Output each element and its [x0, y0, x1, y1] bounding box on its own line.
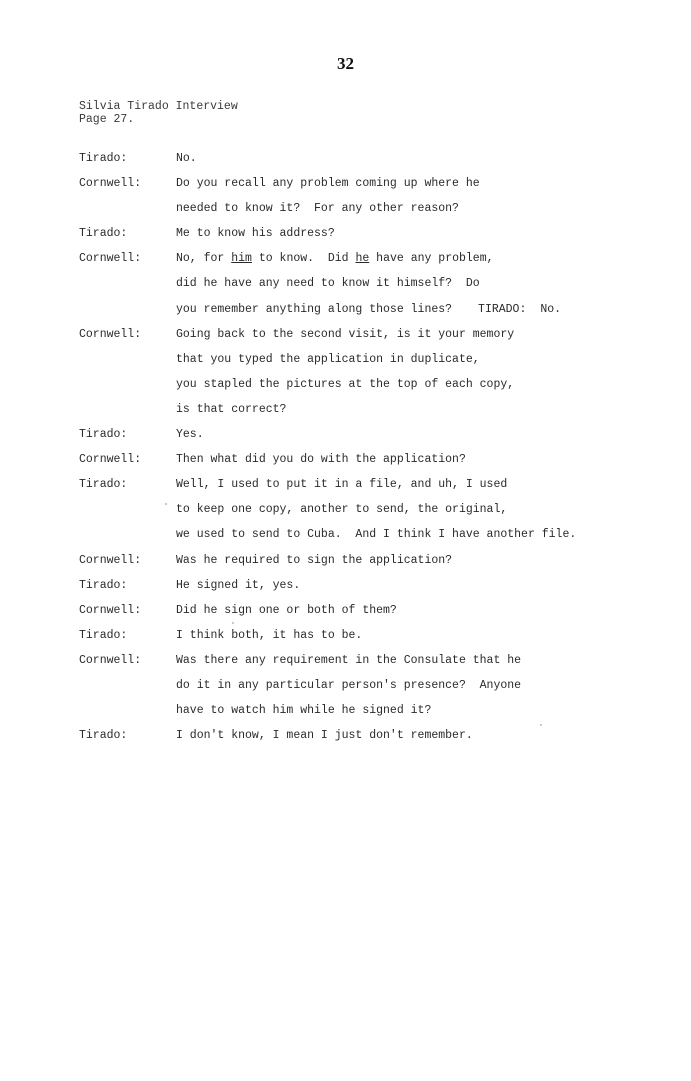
- dialogue-text: to keep one copy, another to send, the original,: [176, 503, 508, 517]
- dialogue-text: do it in any particular person's presence? Anyone: [176, 678, 522, 692]
- dialogue-text: [176, 250, 494, 268]
- transcript-line: [0, 301, 691, 326]
- text-segment: to know. Did: [251, 252, 356, 266]
- transcript-line: [0, 225, 691, 250]
- scan-speck: [540, 724, 542, 726]
- transcript-line: [0, 627, 691, 652]
- speaker-label: Cornwell:: [79, 252, 142, 266]
- dialogue-text: have to watch him while he signed it?: [176, 704, 432, 718]
- dialogue-text: you stapled the pictures at the top of each copy,: [176, 377, 515, 391]
- document-title: Silvia Tirado Interview: [79, 100, 238, 113]
- dialogue-text: I don't know, I mean I just don't remember.: [176, 729, 473, 743]
- speaker-label: Tirado:: [79, 729, 128, 743]
- speaker-label: Cornwell:: [79, 553, 142, 567]
- transcript-line: [0, 602, 691, 627]
- transcript-line: [0, 351, 691, 376]
- transcript-line: [0, 677, 691, 702]
- dialogue-text: Did he sign one or both of them?: [176, 603, 397, 617]
- dialogue-text: Yes.: [176, 428, 204, 442]
- text-segment: have any problem,: [369, 252, 494, 266]
- speaker-label: Cornwell:: [79, 327, 142, 341]
- dialogue-text: Me to know his address?: [176, 227, 335, 241]
- transcript-line: [0, 426, 691, 451]
- dialogue-text: Well, I used to put it in a file, and uh, I used: [176, 478, 508, 492]
- underlined-word: him: [231, 252, 252, 266]
- document-header: [79, 100, 238, 126]
- transcript-line: [0, 401, 691, 426]
- transcript-line: [0, 376, 691, 401]
- speaker-label: Tirado:: [79, 227, 128, 241]
- dialogue-text: we used to send to Cuba. And I think I have another file.: [176, 528, 577, 542]
- transcript-line: [0, 175, 691, 200]
- dialogue-text: I think both, it has to be.: [176, 628, 363, 642]
- dialogue-text: No.: [176, 152, 197, 165]
- scan-speck: [232, 622, 234, 624]
- transcript-line: [0, 652, 691, 677]
- document-page-ref: Page 27.: [79, 113, 135, 126]
- dialogue-text: Going back to the second visit, is it your memory: [176, 327, 515, 341]
- dialogue-text: that you typed the application in duplicate,: [176, 352, 480, 366]
- speaker-label: Tirado:: [79, 578, 128, 592]
- text-segment: you remember anything along those lines?: [176, 302, 453, 316]
- speaker-label: Tirado:: [79, 628, 128, 642]
- speaker-label: Tirado:: [79, 152, 128, 165]
- transcript-line: [0, 501, 691, 526]
- underlined-word: he: [355, 252, 370, 266]
- transcript-line: [0, 476, 691, 501]
- dialogue-text: needed to know it? For any other reason?: [176, 202, 459, 216]
- speaker-label: Cornwell:: [79, 453, 142, 467]
- speaker-label: Cornwell:: [79, 653, 142, 667]
- dialogue-text: He signed it, yes.: [176, 578, 301, 592]
- transcript-line: [0, 727, 691, 752]
- dialogue-text: Was he required to sign the application?: [176, 553, 453, 567]
- transcript-line: [0, 250, 691, 275]
- transcript-line: [0, 451, 691, 476]
- page-number: 32: [337, 54, 354, 73]
- dialogue-text: is that correct?: [176, 402, 287, 416]
- dialogue-text: [176, 301, 561, 319]
- speaker-label: Cornwell:: [79, 177, 142, 191]
- transcript-line: [0, 150, 691, 175]
- dialogue-text: Then what did you do with the application?: [176, 453, 466, 467]
- dialogue-text: Do you recall any problem coming up where he: [176, 177, 480, 191]
- dialogue-text: Was there any requirement in the Consulate that he: [176, 653, 522, 667]
- transcript: [0, 150, 691, 752]
- scan-speck: [165, 503, 167, 505]
- dialogue-text: did he have any need to know it himself? Do: [176, 277, 480, 291]
- transcript-line: [0, 526, 691, 551]
- speaker-label: Tirado:: [79, 478, 128, 492]
- transcript-line: [0, 702, 691, 727]
- transcript-line: [0, 275, 691, 300]
- speaker-label: Tirado:: [79, 428, 128, 442]
- transcript-line: [0, 200, 691, 225]
- inline-speaker-label: TIRADO:: [478, 302, 527, 316]
- inline-answer: No.: [540, 302, 562, 316]
- transcript-line: [0, 552, 691, 577]
- transcript-line: [0, 577, 691, 602]
- transcript-line: [0, 326, 691, 351]
- speaker-label: Cornwell:: [79, 603, 142, 617]
- text-segment: No, for: [176, 252, 232, 266]
